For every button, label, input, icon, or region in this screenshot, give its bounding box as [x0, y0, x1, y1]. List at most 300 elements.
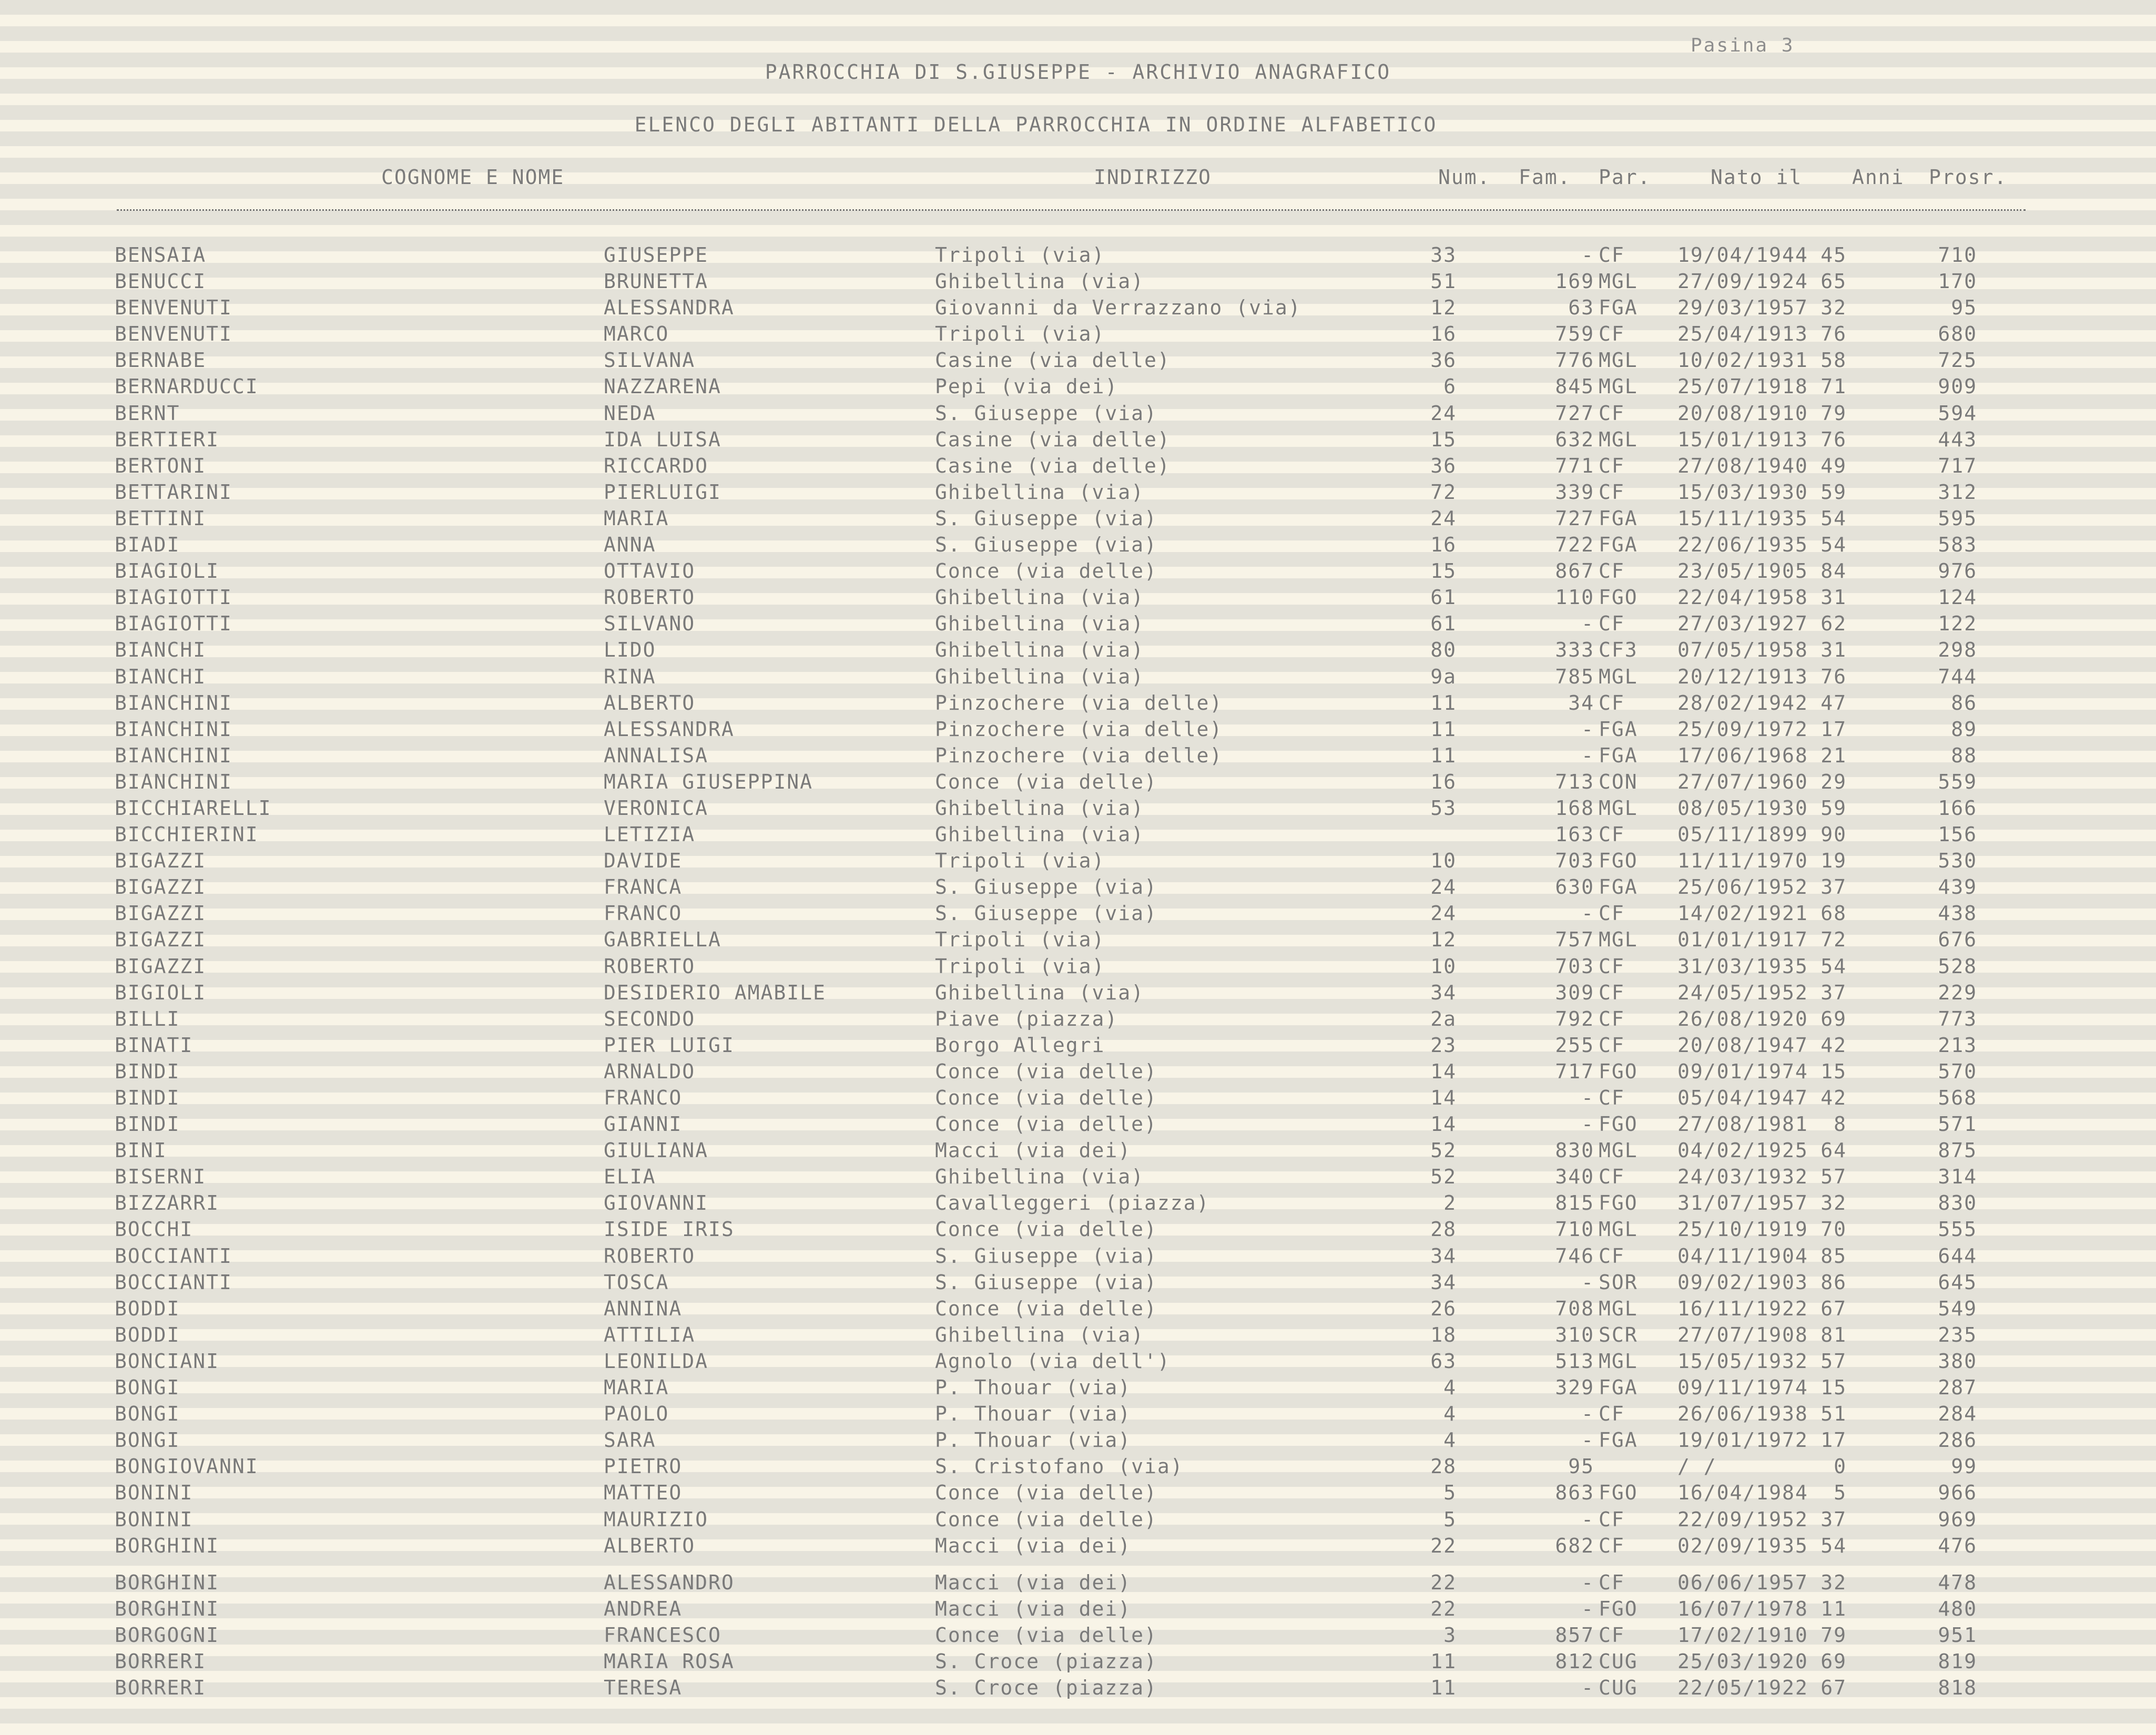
row-par: FGA [1599, 296, 1638, 320]
row-num: 24 [1430, 875, 1457, 899]
row-num: 18 [1430, 1323, 1457, 1346]
row-age: 79 [1821, 401, 1847, 425]
row-address: P. Thouar (via) [935, 1376, 1132, 1400]
row-born: 17/02/1910 [1677, 1623, 1808, 1647]
row-surname: BORRERI [115, 1676, 207, 1700]
table-row [0, 587, 2156, 614]
row-num: 5 [1443, 1481, 1457, 1505]
table-row [0, 667, 2156, 693]
row-born: 20/08/1910 [1677, 401, 1808, 425]
row-age: 64 [1821, 1139, 1847, 1162]
row-age: 51 [1821, 1402, 1847, 1426]
row-par: CF [1599, 902, 1625, 925]
row-prog: 213 [1938, 1033, 1977, 1057]
row-name: BRUNETTA [604, 270, 709, 293]
row-surname: BIGAZZI [115, 954, 207, 978]
row-prog: 773 [1938, 1007, 1977, 1030]
row-par: FGO [1599, 1059, 1638, 1083]
row-surname: BORRERI [115, 1649, 207, 1673]
row-surname: BIGAZZI [115, 902, 207, 925]
row-name: RICCARDO [604, 454, 709, 477]
row-prog: 725 [1938, 349, 1977, 372]
row-born: 09/11/1974 [1677, 1376, 1808, 1400]
table-row [0, 1351, 2156, 1377]
row-surname: BETTARINI [115, 480, 232, 504]
row-fam: 255 [1555, 1033, 1594, 1057]
row-address: Tripoli (via) [935, 243, 1105, 267]
row-age: 11 [1821, 1597, 1847, 1620]
row-name: PAOLO [604, 1402, 669, 1426]
row-par: CUG [1599, 1676, 1638, 1700]
row-born: 09/01/1974 [1677, 1059, 1808, 1083]
row-num: 22 [1430, 1570, 1457, 1594]
row-num: 34 [1430, 1270, 1457, 1294]
row-num: 34 [1430, 981, 1457, 1004]
row-age: 15 [1821, 1059, 1847, 1083]
row-address: Piave (piazza) [935, 1007, 1118, 1030]
row-address: Ghibellina (via) [935, 981, 1145, 1004]
row-name: GIANNI [604, 1113, 683, 1136]
row-born: 27/08/1981 [1677, 1113, 1808, 1136]
row-par: MGL [1599, 270, 1638, 293]
table-row [0, 1167, 2156, 1193]
table-row [0, 851, 2156, 877]
row-prog: 875 [1938, 1139, 1977, 1162]
row-surname: BINATI [115, 1033, 194, 1057]
table-row [0, 1009, 2156, 1035]
row-prog: 438 [1938, 902, 1977, 925]
row-fam: 713 [1555, 770, 1594, 793]
row-par: MGL [1599, 1349, 1638, 1373]
row-age: 32 [1821, 1570, 1847, 1594]
row-par: CF [1599, 1570, 1625, 1594]
row-surname: BENVENUTI [115, 296, 232, 320]
table-row [0, 956, 2156, 983]
row-fam: 722 [1555, 533, 1594, 557]
table-row [0, 376, 2156, 403]
row-age: 76 [1821, 427, 1847, 451]
row-age: 37 [1821, 981, 1847, 1004]
row-address: Tripoli (via) [935, 954, 1105, 978]
row-par: CF [1599, 401, 1625, 425]
row-num: 12 [1430, 928, 1457, 952]
table-row [0, 614, 2156, 640]
row-surname: BINDI [115, 1113, 180, 1136]
row-fam: 34 [1568, 691, 1594, 715]
row-born: 09/02/1903 [1677, 1270, 1808, 1294]
table-row [0, 772, 2156, 798]
table-row [0, 245, 2156, 271]
row-surname: BOCCIANTI [115, 1244, 232, 1268]
row-num: 3 [1443, 1623, 1457, 1647]
table-row [0, 508, 2156, 535]
row-born: 28/02/1942 [1677, 691, 1808, 715]
row-born: 22/09/1952 [1677, 1507, 1808, 1531]
row-born: 25/03/1920 [1677, 1649, 1808, 1673]
row-address: Conce (via delle) [935, 1507, 1157, 1531]
row-num: 24 [1430, 401, 1457, 425]
row-prog: 166 [1938, 796, 1977, 820]
row-age: 81 [1821, 1323, 1847, 1346]
row-fam: 757 [1555, 928, 1594, 952]
row-fam: 708 [1555, 1297, 1594, 1320]
row-fam: 792 [1555, 1007, 1594, 1030]
row-born: 25/09/1972 [1677, 717, 1808, 741]
row-prog: 235 [1938, 1323, 1977, 1346]
table-row [0, 271, 2156, 298]
table-row [0, 1599, 2156, 1625]
row-prog: 476 [1938, 1534, 1977, 1557]
row-age: 62 [1821, 612, 1847, 636]
row-born: 05/04/1947 [1677, 1086, 1808, 1109]
row-fam: 163 [1555, 823, 1594, 846]
header-fam: Fam. [1519, 166, 1571, 189]
row-name: ATTILIA [604, 1323, 696, 1346]
row-born: 06/06/1957 [1677, 1570, 1808, 1594]
table-row [0, 1325, 2156, 1351]
row-prog: 680 [1938, 322, 1977, 346]
row-fam: - [1581, 243, 1594, 267]
table-row [0, 1625, 2156, 1651]
row-surname: BIANCHINI [115, 770, 232, 793]
table-row [0, 403, 2156, 430]
row-address: S. Giuseppe (via) [935, 401, 1157, 425]
row-address: S. Croce (piazza) [935, 1649, 1157, 1673]
row-age: 42 [1821, 1033, 1847, 1057]
row-fam: 309 [1555, 981, 1594, 1004]
row-surname: BERNT [115, 401, 180, 425]
row-name: ROBERTO [604, 954, 696, 978]
row-fam: - [1581, 1597, 1594, 1620]
row-num: 22 [1430, 1534, 1457, 1557]
row-age: 8 [1834, 1113, 1847, 1136]
row-surname: BERTIERI [115, 427, 220, 451]
row-age: 29 [1821, 770, 1847, 793]
table-row [0, 1678, 2156, 1704]
row-address: Casine (via delle) [935, 349, 1171, 372]
row-num: 26 [1430, 1297, 1457, 1320]
row-born: 17/06/1968 [1677, 743, 1808, 767]
row-num: 14 [1430, 1113, 1457, 1136]
row-par: MGL [1599, 375, 1638, 399]
row-address: S. Giuseppe (via) [935, 875, 1157, 899]
row-born: 23/05/1905 [1677, 559, 1808, 583]
row-surname: BISERNI [115, 1165, 207, 1189]
row-fam: 727 [1555, 401, 1594, 425]
row-born: / / [1677, 1455, 1717, 1478]
table-row [0, 1509, 2156, 1536]
row-age: 68 [1821, 902, 1847, 925]
row-num: 2 [1443, 1191, 1457, 1215]
row-name: PIETRO [604, 1455, 683, 1478]
row-fam: 632 [1555, 427, 1594, 451]
row-num: 9a [1430, 665, 1457, 688]
row-age: 67 [1821, 1676, 1847, 1700]
row-name: ALESSANDRA [604, 296, 735, 320]
row-par: FGO [1599, 849, 1638, 873]
row-address: S. Cristofano (via) [935, 1455, 1184, 1478]
row-age: 19 [1821, 849, 1847, 873]
row-address: Macci (via dei) [935, 1570, 1132, 1594]
row-fam: - [1581, 1428, 1594, 1452]
row-surname: BIANCHI [115, 665, 207, 688]
row-address: Conce (via delle) [935, 1113, 1157, 1136]
row-num: 15 [1430, 427, 1457, 451]
row-surname: BONINI [115, 1481, 194, 1505]
row-name: ISIDE IRIS [604, 1218, 735, 1241]
row-num: 10 [1430, 954, 1457, 978]
row-age: 45 [1821, 243, 1847, 267]
row-address: Pinzochere (via delle) [935, 743, 1223, 767]
row-num: 10 [1430, 849, 1457, 873]
row-address: Ghibellina (via) [935, 665, 1145, 688]
row-num: 34 [1430, 1244, 1457, 1268]
table-row [0, 798, 2156, 824]
row-surname: BINDI [115, 1086, 180, 1109]
table-row [0, 1246, 2156, 1272]
row-num: 28 [1430, 1218, 1457, 1241]
row-name: ALESSANDRA [604, 717, 735, 741]
row-fam: 710 [1555, 1218, 1594, 1241]
row-name: FRANCO [604, 902, 683, 925]
table-row [0, 719, 2156, 746]
row-num: 11 [1430, 691, 1457, 715]
row-address: Pinzochere (via delle) [935, 717, 1223, 741]
row-prog: 570 [1938, 1059, 1977, 1083]
row-name: MARCO [604, 322, 669, 346]
row-born: 19/04/1944 [1677, 243, 1808, 267]
row-age: 79 [1821, 1623, 1847, 1647]
row-prog: 286 [1938, 1428, 1977, 1452]
row-surname: BENUCCI [115, 270, 207, 293]
row-address: S. Giuseppe (via) [935, 1244, 1157, 1268]
row-par: CF [1599, 1086, 1625, 1109]
row-surname: BICCHIERINI [115, 823, 259, 846]
row-surname: BIAGIOTTI [115, 612, 232, 636]
row-prog: 312 [1938, 480, 1977, 504]
row-num: 2a [1430, 1007, 1457, 1030]
row-surname: BIADI [115, 533, 180, 557]
row-name: ALBERTO [604, 691, 696, 715]
row-prog: 571 [1938, 1113, 1977, 1136]
row-name: PIER LUIGI [604, 1033, 735, 1057]
row-surname: BORGOGNI [115, 1623, 220, 1647]
row-address: Conce (via delle) [935, 1297, 1157, 1320]
row-born: 15/05/1932 [1677, 1349, 1808, 1373]
row-name: GIUSEPPE [604, 243, 709, 267]
row-age: 31 [1821, 586, 1847, 609]
row-born: 19/01/1972 [1677, 1428, 1808, 1452]
row-surname: BIGAZZI [115, 928, 207, 952]
row-name: LEONILDA [604, 1349, 709, 1373]
row-prog: 229 [1938, 981, 1977, 1004]
row-born: 27/07/1908 [1677, 1323, 1808, 1346]
row-prog: 951 [1938, 1623, 1977, 1647]
table-row [0, 1483, 2156, 1509]
row-surname: BENVENUTI [115, 322, 232, 346]
row-name: MATTEO [604, 1481, 683, 1505]
row-par: CF [1599, 1402, 1625, 1426]
row-prog: 298 [1938, 638, 1977, 662]
row-address: Macci (via dei) [935, 1597, 1132, 1620]
row-age: 70 [1821, 1218, 1847, 1241]
row-address: Cavalleggeri (piazza) [935, 1191, 1210, 1215]
row-address: S. Croce (piazza) [935, 1676, 1157, 1700]
row-born: 25/06/1952 [1677, 875, 1808, 899]
row-age: 32 [1821, 296, 1847, 320]
row-fam: - [1581, 1507, 1594, 1531]
row-par: CF3 [1599, 638, 1638, 662]
row-par: MGL [1599, 1297, 1638, 1320]
row-address: Giovanni da Verrazzano (via) [935, 296, 1301, 320]
table-row [0, 824, 2156, 851]
row-born: 15/03/1930 [1677, 480, 1808, 504]
row-age: 15 [1821, 1376, 1847, 1400]
row-born: 31/03/1935 [1677, 954, 1808, 978]
row-par: FGA [1599, 717, 1638, 741]
row-num: 14 [1430, 1086, 1457, 1109]
row-fam: - [1581, 612, 1594, 636]
row-num: 61 [1430, 586, 1457, 609]
row-born: 16/04/1984 [1677, 1481, 1808, 1505]
row-age: 57 [1821, 1349, 1847, 1373]
row-fam: 845 [1555, 375, 1594, 399]
row-prog: 555 [1938, 1218, 1977, 1241]
header-prog: Prosr. [1929, 166, 2008, 189]
row-prog: 644 [1938, 1244, 1977, 1268]
row-address: S. Giuseppe (via) [935, 1270, 1157, 1294]
table-row [0, 1536, 2156, 1562]
row-address: S. Giuseppe (via) [935, 902, 1157, 925]
table-row [0, 1272, 2156, 1299]
table-row [0, 983, 2156, 1009]
row-name: LETIZIA [604, 823, 696, 846]
column-headers [0, 166, 2156, 189]
row-par: CON [1599, 770, 1638, 793]
row-age: 76 [1821, 322, 1847, 346]
row-age: 0 [1834, 1455, 1847, 1478]
row-num: 6 [1443, 375, 1457, 399]
row-par: CF [1599, 1507, 1625, 1531]
row-num: 36 [1430, 349, 1457, 372]
row-name: DESIDERIO AMABILE [604, 981, 826, 1004]
row-address: Tripoli (via) [935, 928, 1105, 952]
row-par: CF [1599, 243, 1625, 267]
row-age: 54 [1821, 954, 1847, 978]
row-par: FGO [1599, 586, 1638, 609]
row-address: Ghibellina (via) [935, 1323, 1145, 1346]
row-prog: 95 [1951, 296, 1977, 320]
row-born: 26/06/1938 [1677, 1402, 1808, 1426]
row-name: ROBERTO [604, 1244, 696, 1268]
table-row [0, 693, 2156, 719]
row-address: Ghibellina (via) [935, 1165, 1145, 1189]
row-address: Casine (via delle) [935, 454, 1171, 477]
row-prog: 170 [1938, 270, 1977, 293]
row-born: 01/01/1917 [1677, 928, 1808, 952]
row-par: FGO [1599, 1191, 1638, 1215]
row-age: 71 [1821, 375, 1847, 399]
row-address: Conce (via delle) [935, 1059, 1157, 1083]
row-age: 59 [1821, 796, 1847, 820]
row-par: CF [1599, 1007, 1625, 1030]
row-age: 69 [1821, 1649, 1847, 1673]
row-num: 12 [1430, 296, 1457, 320]
row-prog: 528 [1938, 954, 1977, 978]
row-name: DAVIDE [604, 849, 683, 873]
row-born: 31/07/1957 [1677, 1191, 1808, 1215]
row-name: ANNA [604, 533, 656, 557]
table-row [0, 1299, 2156, 1325]
row-surname: BORGHINI [115, 1570, 220, 1594]
row-surname: BINDI [115, 1059, 180, 1083]
table-row [0, 743, 2156, 772]
row-par: FGA [1599, 1428, 1638, 1452]
row-address: Ghibellina (via) [935, 796, 1145, 820]
table-row [0, 1651, 2156, 1678]
row-born: 22/06/1935 [1677, 533, 1808, 557]
row-name: SILVANO [604, 612, 696, 636]
row-fam: - [1581, 1113, 1594, 1136]
row-name: MARIA [604, 506, 669, 530]
row-address: Casine (via delle) [935, 427, 1171, 451]
row-fam: 785 [1555, 665, 1594, 688]
row-address: Tripoli (via) [935, 322, 1105, 346]
row-fam: - [1581, 1270, 1594, 1294]
row-prog: 583 [1938, 533, 1977, 557]
row-par: CF [1599, 981, 1625, 1004]
row-age: 86 [1821, 1270, 1847, 1294]
row-address: Pinzochere (via delle) [935, 691, 1223, 715]
row-age: 32 [1821, 1191, 1847, 1215]
row-fam: 169 [1555, 270, 1594, 293]
row-prog: 595 [1938, 506, 1977, 530]
table-row [0, 930, 2156, 956]
row-surname: BIANCHI [115, 638, 207, 662]
row-par: MGL [1599, 796, 1638, 820]
row-fam: 857 [1555, 1623, 1594, 1647]
row-age: 54 [1821, 506, 1847, 530]
table-row [0, 1404, 2156, 1430]
row-fam: - [1581, 1402, 1594, 1426]
row-surname: BOCCHI [115, 1218, 194, 1241]
row-surname: BICCHIARELLI [115, 796, 272, 820]
row-num: 11 [1430, 1649, 1457, 1673]
row-fam: 812 [1555, 1649, 1594, 1673]
row-num: 36 [1430, 454, 1457, 477]
row-fam: 63 [1568, 296, 1594, 320]
row-address: Tripoli (via) [935, 849, 1105, 873]
row-prog: 559 [1938, 770, 1977, 793]
table-row [0, 1140, 2156, 1167]
row-par: MGL [1599, 928, 1638, 952]
row-name: FRANCA [604, 875, 683, 899]
row-surname: BOCCIANTI [115, 1270, 232, 1294]
row-age: 54 [1821, 1534, 1847, 1557]
page-number: Pasina 3 [1691, 35, 1795, 56]
row-prog: 480 [1938, 1597, 1977, 1620]
row-born: 27/08/1940 [1677, 454, 1808, 477]
row-born: 04/11/1904 [1677, 1244, 1808, 1268]
row-prog: 645 [1938, 1270, 1977, 1294]
row-address: Ghibellina (via) [935, 270, 1145, 293]
row-surname: BERTONI [115, 454, 207, 477]
row-born: 11/11/1970 [1677, 849, 1808, 873]
row-par: CF [1599, 1033, 1625, 1057]
row-surname: BETTINI [115, 506, 207, 530]
row-born: 02/09/1935 [1677, 1534, 1808, 1557]
row-prog: 439 [1938, 875, 1977, 899]
